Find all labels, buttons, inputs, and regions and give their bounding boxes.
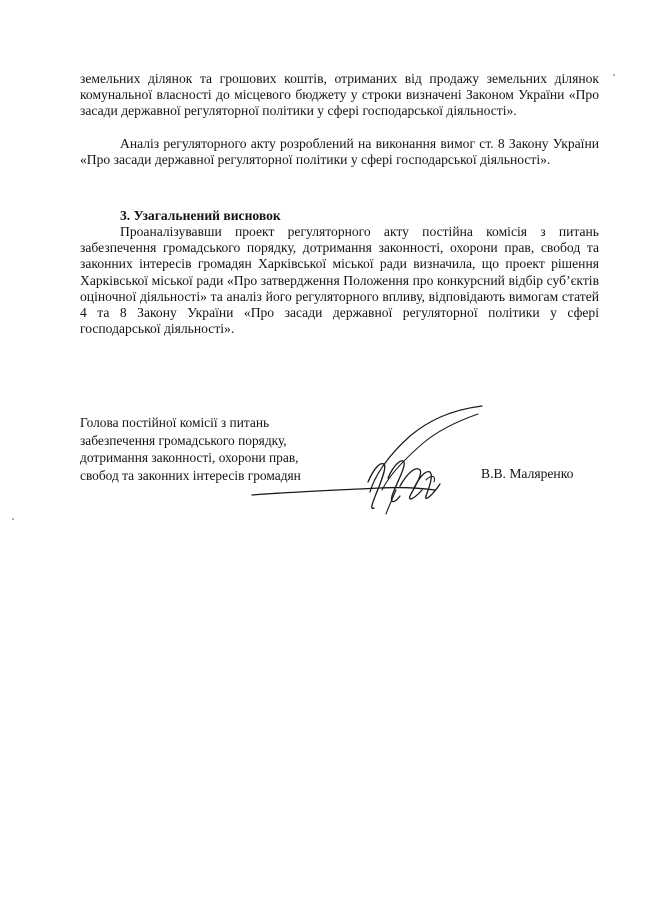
scan-speck <box>12 518 14 520</box>
paragraph-3-text: Проаналізувавши проект регуляторного акту постійна комісія з питань забезпечення громадського порядку, дотримання законності, охорони прав, свобод та законних інтересів громадян Харківської міської ради визначила, що проект рішення Харківської міської ради «Про затвердження Положення про конкурсний відбір суб’єктів оціночної діяльності» та аналіз його регуляторного впливу, відповідають вимогам статей 4 та 8 Закону України «Про засади державної регуляторної політики у сфері господарської діяльності». <box>80 224 599 337</box>
signatory-title-line: Голова постійної комісії з питань <box>80 415 270 430</box>
paragraph-continuation <box>80 71 599 120</box>
paragraph-2-text: Аналіз регуляторного акту розроблений на виконання вимог ст. 8 Закону України «Про засади державної регуляторної політики у сфері господарської діяльності». <box>80 136 599 168</box>
handwritten-signature-icon <box>250 404 500 516</box>
paragraph-conclusion <box>80 224 599 337</box>
paragraph-analysis <box>80 136 599 168</box>
section-heading: 3. Узагальнений висновок <box>120 208 281 223</box>
signatory-title-line: дотримання законності, охорони прав, <box>80 450 299 466</box>
paragraph-1-text: земельних ділянок та грошових коштів, отриманих від продажу земельних ділянок комунальної власності до місцевого бюджету у строки визначені Законом України «Про засади державної регуляторної політики у сфері господарської діяльності». <box>80 71 599 119</box>
signatory-name: В.В. Маляренко <box>481 466 574 481</box>
scan-speck <box>613 74 615 76</box>
signatory-title-line: свобод та законних інтересів громадян <box>80 467 301 483</box>
signatory-title-line: забезпечення громадського порядку, <box>80 432 287 448</box>
